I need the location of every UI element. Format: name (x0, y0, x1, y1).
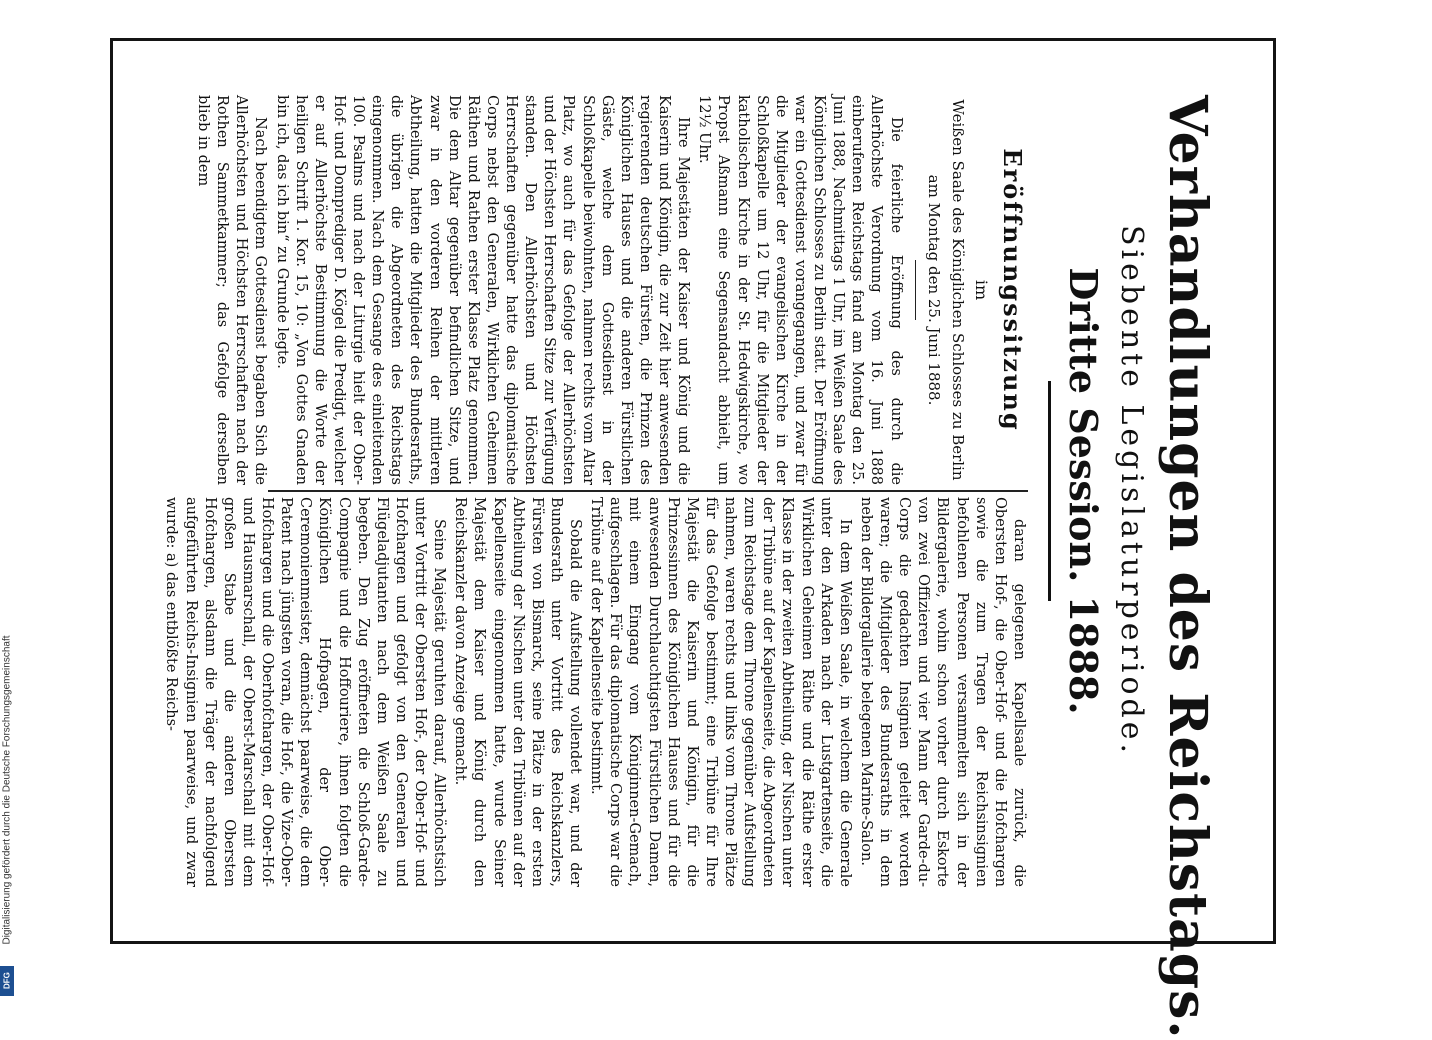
section-divider (915, 260, 916, 320)
document-subtitle: Siebente Legislaturperiode. (1114, 224, 1149, 758)
credit-text: Digitalisierung gefördert durch die Deutsche Forschungsgemeinschaft (1, 635, 13, 945)
paragraph: In dem Weißen Saale, in welchem die Generale unter den Arkaden nach der Lustgartenseite, die Wirklichen Geheimen Räthe und die Räthe erster Klasse in der zweiten Abtheilung, der Nischen unter der Tribüne auf der Kapellenseite, die Abgeordneten zum Reichstage dem Throne gegenüber Aufstellung nahmen, waren rechts und links vom Throne Plätze für das Gefolge bestimmt; eine Tribüne für Ihre Majestät die Kaiserin und Königin, für die Prinzessinnen des Königlichen Hauses und für die anwesenden Durchlauchtigsten Fürstlichen Damen, mit einem Eingang vom Königinnen-Gemach, aufgeschlagen. Für das diplomatische Corps war die Tribüne auf der Kapellenseite bestimmt. (588, 497, 853, 887)
dfg-logo: DFG (0, 966, 14, 996)
text-columns (163, 95, 1028, 887)
paragraph: Ihre Majestäten der Kaiser und König und die Kaiserin und Königin, die zur Zeit hier anwesenden regierenden deutschen Fürsten, die Prinzen des Königlichen Hauses und die anderen Fürstlichen Gäste, welche dem Gottesdienst in der Schloßkapelle beiwohnten, nahmen rechts vom Altar Platz, wo auch für das Gefolge der Allerhöchsten und der Höchsten Herrschaften Sitze zur Verfügung standen. Den Allerhöchsten und Höchsten Herrschaften gegenüber hatte das diplomatische Corps nebst den Generalen, Wirklichen Geheimen Räthen und Rathen erster Klasse Platz genommen. Die dem Altar gegenüber befindlichen Sitze, und zwar in den vorderen Reihen der mittleren Abtheilung, hatten die Mitglieder des Bundesraths, die übrigen die Abgeordneten des Reichstags eingenommen. Nach dem Gesange des einleitenden 100. Psalms und nach der Liturgie hielt der Ober-Hof- und Domprediger D. Kögel die Predigt, welcher er auf Allerhöchste Bestimmung die Worte der heiligen Schrift 1. Kor. 15, 10: „Von Gottes Gnaden bin ich, das ich bin“ zu Grunde legte. (273, 95, 692, 485)
paragraph: Die feierliche Eröffnung des durch die Allerhöchste Verordnung vom 16. Juni 1888 einberufenen Reichstags fand am Montag den 25. Juni 1888, Nachmittags 1 Uhr, im Weißen Saale des Königlichen Schlosses zu Berlin statt. Der Eröffnung war ein Gottesdienst vorangegangen, und zwar für die Mitglieder der evangelischen Kirche in der Schloßkapelle um 12 Uhr, für die Mitglieder der katholischen Kirche in der St. Hedwigskirche, wo Propst Aßmann eine Segensandacht abhielt, um 12½ Uhr. (696, 95, 904, 485)
paragraph: Seine Majestät geruhten darauf, Allerhöchstsich unter Vortritt der Obersten Hof-, der Ober-Hof- und Hofchargen und gefolgt von den Generalen und Flügeladjutanten nach dem Weißen Saale zu begeben. Den Zug eröffneten die Schloß-Garde-Compagnie und die Hoffouriere, ihnen folgten die Königlichen Hofpagen, der Ober-Ceremonienmeister, demnächst paarweise, die dem Patent nach jüngsten voran, die Hof-, die Vize-Ober-Hofchargen und die Oberhofchargen, der Ober-Hof- und Hausmarschall, der Oberst-Marschall mit dem großen Stabe und die anderen Obersten Hofchargen, alsdann die Träger der nachfolgend aufgeführten Reichs-Insignien paarweise, und zwar wurde: a) das entblößte Reichs- (163, 497, 448, 887)
section-subheading: im (972, 279, 992, 301)
paragraph: daran gelegenen Kapellsaale zurück, die Obersten Hof-, die Ober-Hof- und die Hofchargen sowie die zum Tragen der Reichsinsignien befohlenen Personen versammelten sich in der Bildergalerie, wohin schon vorher durch Eskorte von zwei Offizieren und vier Mann der Garde-du-Corps die gedachten Insignien geleitet worden waren; die Mitglieder des Bundesraths in dem neben der Bildergallerie belegenen Marine-Salon. (858, 497, 1027, 887)
document-session: Dritte Session. 1888. (1061, 267, 1106, 715)
paragraph: Sobald die Aufstellung vollendet war, und der Bundesrath unter Vortritt des Reichskanzlers, Fürsten von Bismarck, seine Plätze in der ersten Abtheilung der Nischen unter den Tribünen auf der Kapellenseite eingenommen hatte, wurde Seiner Majestät dem Kaiser und König durch den Reichskanzler davon Anzeige gemacht. (452, 497, 584, 887)
paragraph: Nach beendigtem Gottesdienst begaben Sich die Allerhöchsten und Höchsten Herrschaften nach der Rothen Sammetkammer; das Gefolge derselben blieb in dem (195, 95, 269, 485)
section-date: am Montag den 25. Juni 1888. (925, 174, 944, 406)
title-divider (1048, 381, 1051, 601)
digitization-credit (0, 600, 14, 1000)
right-column (163, 497, 1028, 887)
section-heading: Eröffnungssitzung (998, 148, 1027, 432)
document-title: Verhandlungen des Reichstags. (1157, 95, 1218, 1040)
column-divider (268, 490, 1028, 492)
left-column (195, 95, 1028, 485)
section-place: Weißen Saale des Königlichen Schlosses zu Berlin (949, 99, 968, 481)
scanned-page (110, 38, 1276, 1040)
page-content (138, 61, 1248, 1040)
